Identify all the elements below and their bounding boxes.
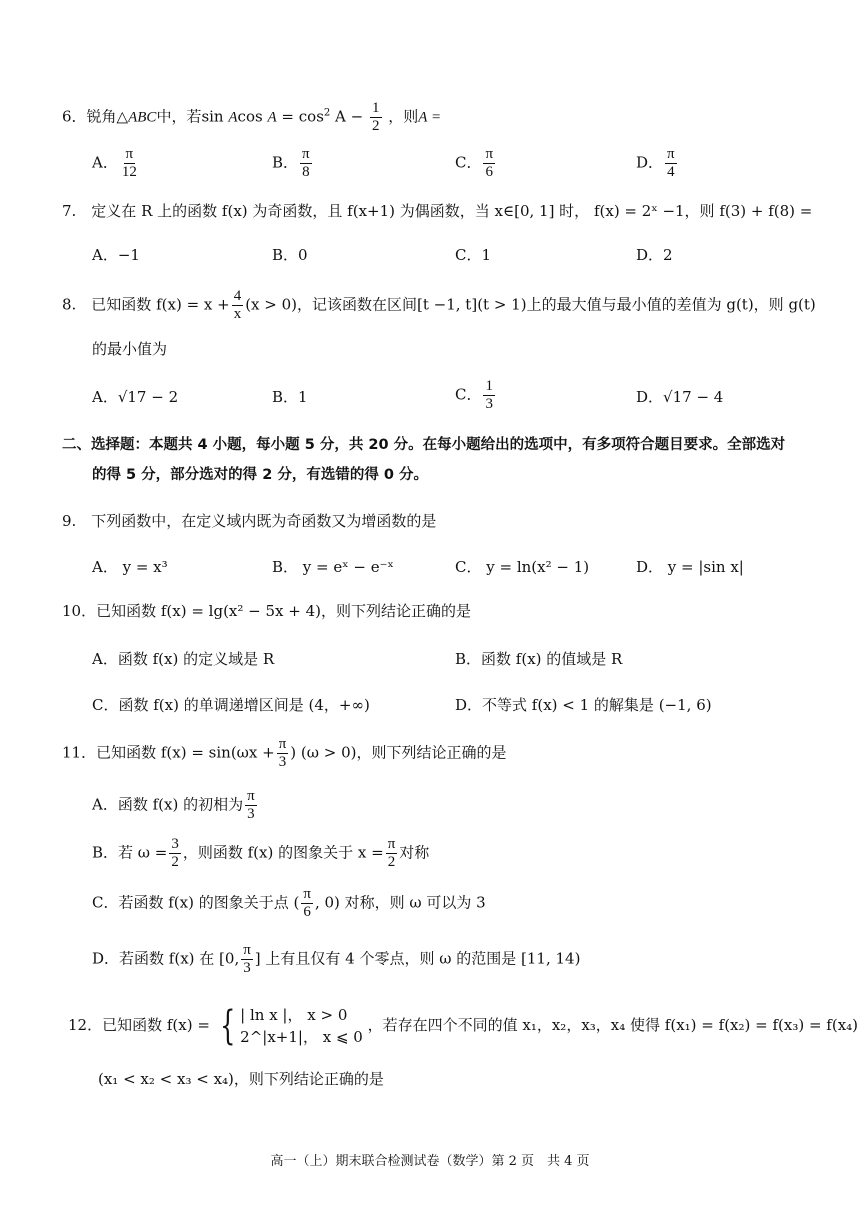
q9-option-c: C． y = ln(x² − 1) [455,558,590,576]
q10-option-c: C．函数 f(x) 的单调递增区间是 (4，+∞) [92,696,370,714]
q7-option-a: A．−1 [92,246,140,264]
q6-stem: 6．锐角△ABC中，若sin Acos $A = \cos^2 A$ − $\frac{1}{2}$ ，则A = [62,100,442,134]
q10-stem: 10．已知函数 f(x) = lg(x² − 5x + 4)，则下列结论正确的是 [62,602,472,620]
q9-option-a: A． y = x³ [92,558,168,576]
q9-option-b: B． y = eˣ − e⁻ˣ [272,558,394,576]
q8-option-a: A．√17 − 2 [92,388,179,406]
q10-option-d: D．不等式 f(x) < 1 的解集是 (−1, 6) [455,696,712,714]
q8-option-c: C． $\frac{1}{3}$ [455,378,493,412]
q6-option-d: D． $\frac{\pi}{4}$ [636,146,675,180]
q12-stem: 12．已知函数 f(x) = { | ln x |， x > 0 2^|x+1|， x ⩽ 0 ，若存在四个不同的值 x₁，x₂，x₃，x₄ 使得 f(x₁) = f(x₂) = f(x₃) = f(x₄) [68,1003,859,1049]
q6-option-c: C． $\frac{\pi}{6}$ [455,146,494,180]
q9-option-d: D． y = |sin x| [636,558,744,576]
q11-option-a: A．函数 f(x) 的初相为 $\frac{\pi}{3}$ [92,788,255,822]
q6-fraction: $\frac{1}{2}$ [372,100,380,134]
q8-stem-continued: 的最小值为 [92,340,168,358]
q6-option-b: B． $\frac{\pi}{8}$ [272,146,310,180]
q8-option-d: D．√17 − 4 [636,388,724,406]
section-2-heading-continued: 的得 5 分，部分选对的得 2 分，有选错的得 0 分。 [92,467,429,483]
q10-option-a: A．函数 f(x) 的定义域是 R [92,650,275,668]
piecewise-cases: | ln x |， x > 0 2^|x+1|， x ⩽ 0 [240,1006,363,1046]
q11-option-c: C．若函数 f(x) 的图象关于点 ( $\frac{\pi}{6}$ , 0) 对称，则 ω 可以为 3 [92,886,486,920]
q12-stem-continued: (x₁ < x₂ < x₃ < x₄)，则下列结论正确的是 [98,1070,384,1088]
q8-fraction: $\frac{4}{x}$ [233,288,242,322]
q7-option-c: C．1 [455,246,492,264]
q7-stem: 7. 定义在 R 上的函数 f(x) 为奇函数，且 f(x+1) 为偶函数，当 x∈[0, 1] 时， f(x) = 2ˣ −1，则 f(3) + f(8) = [62,202,813,220]
q9-stem: 9. 下列函数中，在定义域内既为奇函数又为增函数的是 [62,512,437,530]
q7-option-b: B．0 [272,246,308,264]
q6-option-a: A． $\frac{\pi}{12}$ [92,146,137,180]
q11-option-d: D．若函数 f(x) 在 [0, $\frac{\pi}{3}$ ] 上有且仅有 4 个零点，则 ω 的范围是 [11, 14) [92,942,581,976]
page-footer: 高一（上）期末联合检测试卷（数学）第 2 页 共 4 页 [270,1154,590,1169]
q11-stem: 11．已知函数 f(x) = sin(ωx + $\frac{\pi}{3}$ ) (ω > 0)，则下列结论正确的是 [62,736,507,770]
q8-stem: 8. 已知函数 f(x) = x + $\frac{4}{x}$ (x > 0)，记该函数在区间[t −1, t](t > 1)上的最大值与最小值的差值为 g(t)，则 g(t) [62,288,816,322]
q7-option-d: D．2 [636,246,673,264]
section-2-heading: 二、选择题：本题共 4 小题，每小题 5 分，共 20 分。在每小题给出的选项中，有多项符合题目要求。全部选对 [62,437,786,453]
q10-option-b: B．函数 f(x) 的值域是 R [455,650,623,668]
q8-option-b: B．1 [272,388,308,406]
q11-option-b: B．若 ω = $\frac{3}{2}$ ，则函数 f(x) 的图象关于 x = $\frac{\pi}{2}$ 对称 [92,836,430,870]
left-brace-icon: { [219,1003,236,1049]
